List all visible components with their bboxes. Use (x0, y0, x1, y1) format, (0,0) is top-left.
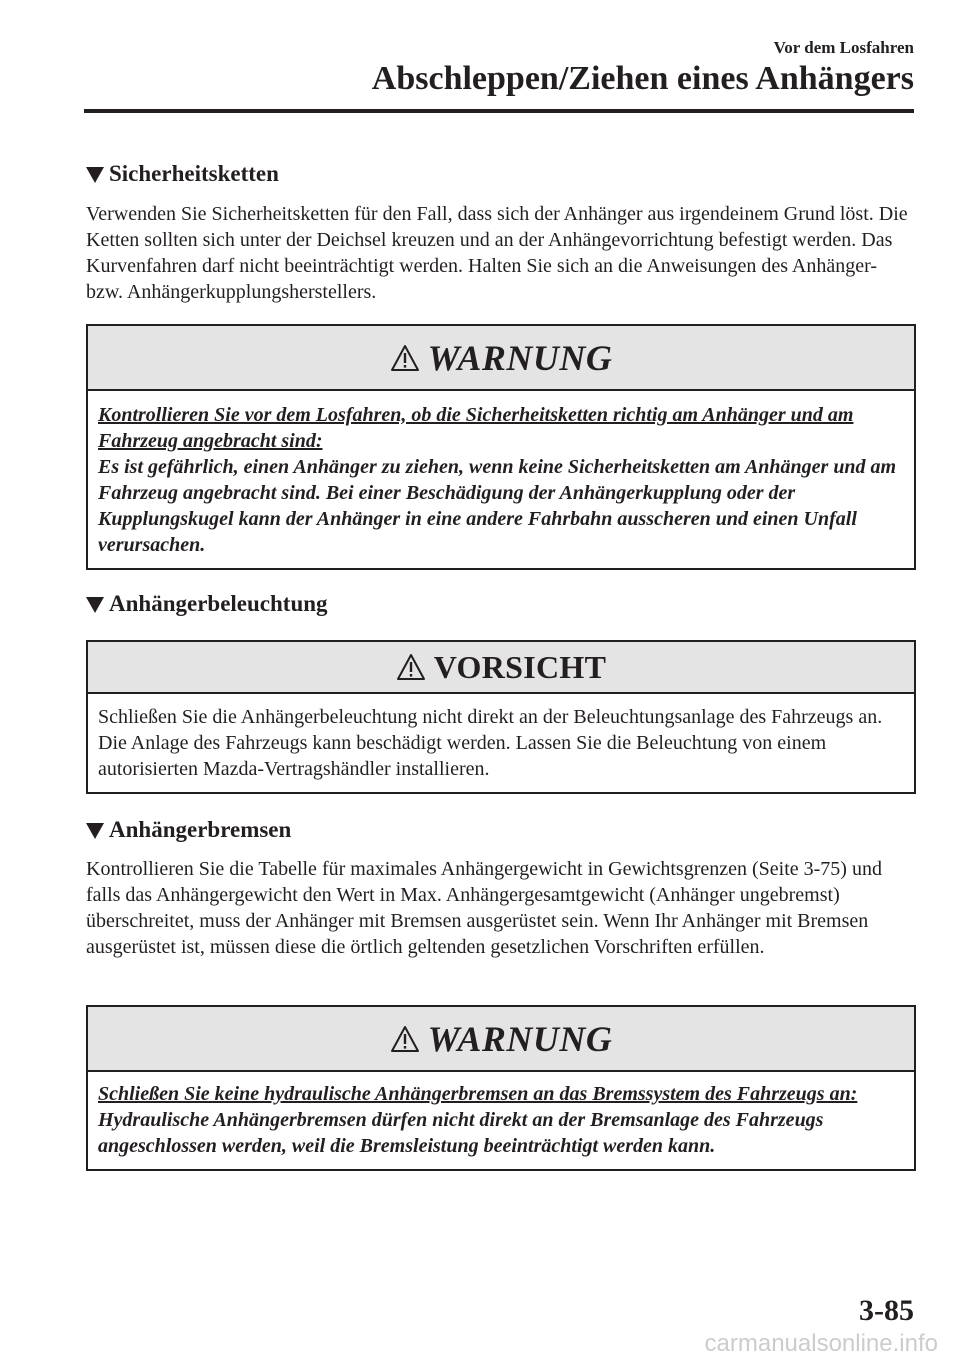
triangle-down-icon (86, 167, 104, 183)
page-number: 3-85 (859, 1294, 914, 1327)
warning-box (86, 324, 916, 570)
warning-header (88, 1007, 914, 1072)
warning-triangle-icon (390, 344, 420, 372)
section-heading-anhaengerbremsen (86, 816, 291, 844)
section-heading-text: Anhängerbeleuchtung (109, 591, 328, 616)
warning-body (88, 391, 914, 568)
warning-lead: Kontrollieren Sie vor dem Losfahren, ob die Sicherheitsketten richtig am Anhänger und am Fahrzeug angebracht sind: (98, 404, 854, 452)
warning-text: Es ist gefährlich, einen Anhänger zu ziehen, wenn keine Sicherheitsketten am Anhänger und am Fahrzeug angebracht sind. Bei einer Beschädigung der Anhängerkupplung oder der Kupplungskugel kann der Anhänger in eine andere Fahrbahn ausscheren und einen Unfall verursachen. (98, 456, 897, 556)
section-heading-text: Sicherheitsketten (109, 161, 279, 186)
caution-title: VORSICHT (433, 648, 607, 685)
chapter-title: Vor dem Losfahren (773, 38, 914, 57)
warning-lead: Schließen Sie keine hydraulische Anhängerbremsen an das Bremssystem des Fahrzeugs an: (98, 1083, 858, 1105)
section-paragraph: Verwenden Sie Sicherheitsketten für den Fall, dass sich der Anhänger aus irgendeinem Grund löst. Die Ketten sollten sich unter der Deichsel kreuzen und an der Anhängevorrichtung befestigt werden. Das Kurvenfahren darf nicht beeinträchtigt werden. Halten Sie sich an die Anweisungen des Anhänger- bzw. Anhängerkupplungsherstellers. (86, 203, 908, 303)
warning-triangle-icon (396, 653, 426, 681)
caution-header (88, 642, 914, 694)
warning-header (88, 326, 914, 391)
section-heading-text: Anhängerbremsen (109, 817, 292, 842)
triangle-down-icon (86, 597, 104, 613)
caution-box (86, 640, 916, 794)
caution-body (88, 694, 914, 792)
warning-text: Hydraulische Anhängerbremsen dürfen nicht direkt an der Bremsanlage des Fahrzeugs angeschlossen werden, weil die Bremsleistung beeinträchtigt werden kann. (98, 1109, 824, 1157)
page-header (84, 38, 914, 98)
header-divider (84, 109, 914, 113)
watermark: carmanualsonline.info (704, 1330, 938, 1357)
warning-triangle-icon (390, 1025, 420, 1053)
warning-title: WARNUNG (427, 337, 613, 378)
section-paragraph: Kontrollieren Sie die Tabelle für maximales Anhängergewicht in Gewichtsgrenzen (Seite 3-75) und falls das Anhängergewicht den Wert in Max. Anhängergesamtgewicht (Anhänger ungebremst) überschreitet, muss der Anhänger mit Bremsen ausgerüstet sein. Wenn Ihr Anhänger mit Bremsen ausgerüstet ist, müssen diese die örtlich geltenden gesetzlichen Vorschriften erfüllen. (86, 858, 882, 958)
warning-title: WARNUNG (427, 1018, 613, 1059)
section-heading-anhaengerbeleuchtung (86, 590, 328, 618)
warning-body (88, 1072, 914, 1169)
caution-text: Schließen Sie die Anhängerbeleuchtung nicht direkt an der Beleuchtungsanlage des Fahrzeugs an. Die Anlage des Fahrzeugs kann beschädigt werden. Lassen Sie die Beleuchtung von einem autorisierten Mazda-Vertragshändler installieren. (98, 706, 883, 780)
section-heading-sicherheitsketten (86, 160, 279, 188)
page-title: Abschleppen/Ziehen eines Anhängers (371, 60, 914, 97)
triangle-down-icon (86, 823, 104, 839)
warning-box (86, 1005, 916, 1171)
